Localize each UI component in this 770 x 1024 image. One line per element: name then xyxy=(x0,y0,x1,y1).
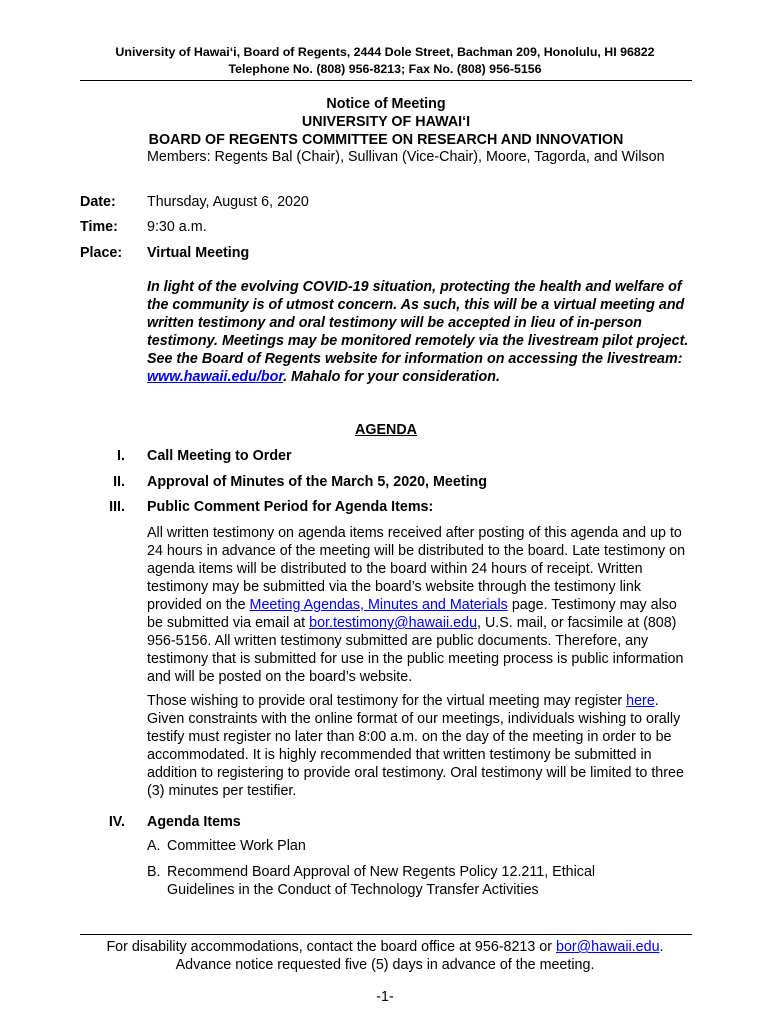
committee-heading: BOARD OF REGENTS COMMITTEE ON RESEARCH AND INNOVATION xyxy=(148,132,624,148)
written-testimony-text: All written testimony on agenda items received after posting of this agenda and up to 24 hours in advance of the meeting will be distributed to the board. Late testimony on agenda items will be distributed to the board within 24 hours of receipt. Written testimony may be submitted via the board’s website through the testimony link provided on the xyxy=(147,525,686,613)
oral-testimony-paragraph xyxy=(147,692,692,800)
agenda-item-number: IV. xyxy=(108,814,125,830)
letterhead xyxy=(80,44,690,78)
page-number: -1- xyxy=(376,989,394,1005)
sub-item-letter: B. xyxy=(147,864,161,880)
written-testimony-paragraph xyxy=(147,524,692,686)
place-value: Virtual Meeting xyxy=(147,245,250,261)
accommodations-text: For disability accommodations, contact the board office at 956-8213 or xyxy=(106,939,556,955)
covid-notice-text: In light of the evolving COVID-19 situation, protecting the health and welfare of the community is of utmost concern. As such, this will be a virtual meeting and written testimony and oral testimony will be accepted in lieu of in-person testimony. Meetings may be monitored remotely via the livestream pilot project. See the Board of Regents website for information on accessing the livestream: xyxy=(147,279,689,367)
covid-notice-closing: . Mahalo for your consideration. xyxy=(283,369,500,385)
agenda-item-number: I. xyxy=(117,448,125,464)
accommodations-note xyxy=(60,938,710,956)
board-email-link[interactable]: bor@hawaii.edu xyxy=(556,939,660,955)
date-label: Date: xyxy=(80,194,116,210)
agenda-item-text: Call Meeting to Order xyxy=(147,448,292,464)
register-here-link[interactable]: here xyxy=(626,693,655,709)
agenda-item-text: Agenda Items xyxy=(147,814,241,830)
written-testimony-text: page. Testimony may also be submitted via email at xyxy=(147,597,677,631)
covid-notice xyxy=(147,278,697,386)
agenda-item-text: Public Comment Period for Agenda Items: xyxy=(147,499,434,515)
oral-testimony-text: . Given constraints with the online format of our meetings, individuals wishing to orally testify must register no later than 8:00 a.m. on the day of the meeting in order to be accommodated. It is highly recommended that written testimony be submitted in addition to registering to provide oral testimony. Oral testimony will be limited to three (3) minutes per testifier. xyxy=(147,693,684,799)
sub-item-text: Committee Work Plan xyxy=(167,838,306,854)
footer xyxy=(60,938,710,974)
sub-item-letter: A. xyxy=(147,838,161,854)
agenda-item-text: Approval of Minutes of the March 5, 2020, Meeting xyxy=(147,474,488,490)
agenda-title: AGENDA xyxy=(355,422,417,438)
oral-testimony-text: Those wishing to provide oral testimony for the virtual meeting may register xyxy=(147,693,627,709)
accommodations-text-end: . xyxy=(659,939,664,955)
date-value: Thursday, August 6, 2020 xyxy=(147,194,309,210)
time-value: 9:30 a.m. xyxy=(147,219,207,235)
university-heading: UNIVERSITY OF HAWAI‘I xyxy=(301,114,471,130)
header-divider xyxy=(80,80,692,81)
letterhead-phone: Telephone No. (808) 956-8213; Fax No. (808) 956-5156 xyxy=(228,62,542,76)
notice-heading: Notice of Meeting xyxy=(326,96,446,112)
place-label: Place: xyxy=(80,245,123,261)
bor-website-link[interactable]: www.hawaii.edu/bor xyxy=(147,369,284,385)
testimony-email-link[interactable]: bor.testimony@hawaii.edu xyxy=(309,615,478,631)
time-label: Time: xyxy=(80,219,118,235)
advance-notice: Advance notice requested five (5) days in advance of the meeting. xyxy=(175,957,595,973)
written-testimony-text: , U.S. mail, or facsimile at (808) 956-5156. All written testimony submitted are public documents. Therefore, any testimony that is submitted for use in the public meeting process is public information and will be posted on the board’s website. xyxy=(147,615,684,685)
letterhead-address: University of Hawai‘i, Board of Regents, 2444 Dole Street, Bachman 209, Honolulu, HI 96822 xyxy=(115,45,655,59)
agenda-item-number: III. xyxy=(109,499,125,515)
agenda-item-number: II. xyxy=(113,474,125,490)
members-list: Members: Regents Bal (Chair), Sullivan (Vice-Chair), Moore, Tagorda, and Wilson xyxy=(147,149,665,165)
meeting-materials-link[interactable]: Meeting Agendas, Minutes and Materials xyxy=(249,597,508,613)
sub-item-text: Recommend Board Approval of New Regents Policy 12.211, Ethical Guidelines in the Conduct of Technology Transfer Activities xyxy=(167,864,596,898)
footer-divider xyxy=(80,934,692,935)
